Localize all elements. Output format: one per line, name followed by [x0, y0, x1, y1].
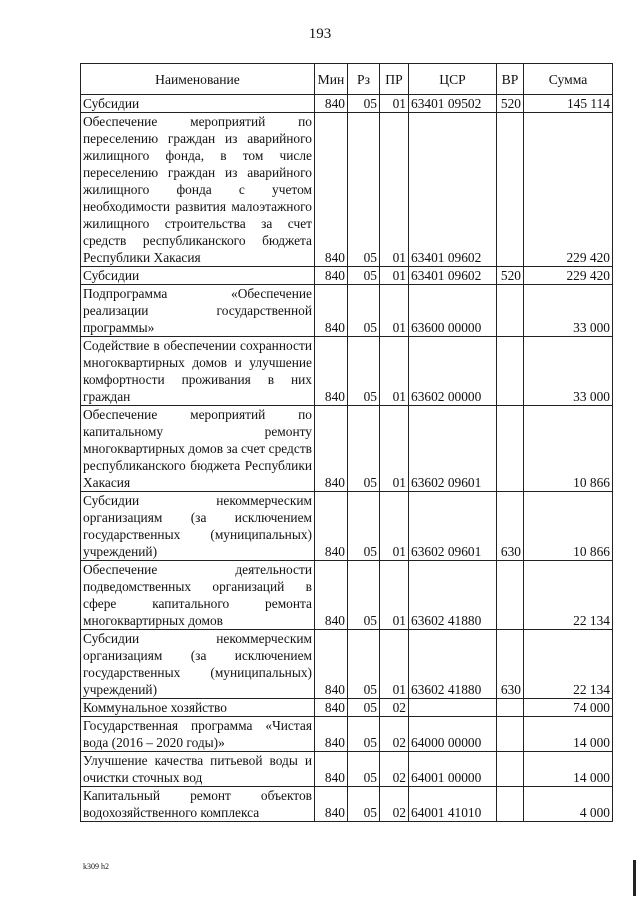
cell-sum: 33 000: [524, 285, 613, 337]
table-row: [81, 406, 613, 492]
cell-pr: 01: [380, 285, 409, 337]
cell-pr: 01: [380, 113, 409, 267]
table-row: [81, 95, 613, 113]
cell-rz: 05: [348, 337, 380, 406]
cell-csr: 64001 00000: [409, 752, 497, 787]
cell-pr: 01: [380, 337, 409, 406]
cell-csr: [409, 699, 497, 717]
cell-csr: 64001 41010: [409, 787, 497, 822]
table-row: [81, 337, 613, 406]
cell-min: 840: [315, 113, 348, 267]
table-row: [81, 561, 613, 630]
cell-vr: 630: [497, 630, 524, 699]
cell-pr: 02: [380, 752, 409, 787]
cell-name: Подпрограмма «Обеспечение реализации государственной программы»: [81, 285, 315, 337]
cell-name: Коммунальное хозяйство: [81, 699, 315, 717]
cell-csr: 63602 09601: [409, 492, 497, 561]
footer-code: k309 h2: [83, 862, 109, 871]
cell-vr: [497, 337, 524, 406]
cell-min: 840: [315, 337, 348, 406]
cell-pr: 01: [380, 267, 409, 285]
table-row: [81, 492, 613, 561]
cell-sum: 10 866: [524, 406, 613, 492]
cell-min: 840: [315, 267, 348, 285]
table-row: [81, 285, 613, 337]
cell-pr: 02: [380, 717, 409, 752]
cell-rz: 05: [348, 717, 380, 752]
cell-pr: 01: [380, 95, 409, 113]
table-row: [81, 630, 613, 699]
cell-csr: 64000 00000: [409, 717, 497, 752]
cell-name: Содействие в обеспечении сохранности многоквартирных домов и улучшение комфортности проживания в них граждан: [81, 337, 315, 406]
cell-rz: 05: [348, 699, 380, 717]
cell-min: 840: [315, 95, 348, 113]
cell-sum: 229 420: [524, 113, 613, 267]
cell-name: Обеспечение мероприятий по капитальному ремонту многоквартирных домов за счет средств республиканского бюджета Республики Хакасия: [81, 406, 315, 492]
cell-pr: 02: [380, 787, 409, 822]
cell-vr: [497, 752, 524, 787]
cell-min: 840: [315, 699, 348, 717]
header-pr: ПР: [380, 64, 409, 95]
table-row: [81, 752, 613, 787]
cell-csr: 63600 00000: [409, 285, 497, 337]
cell-rz: 05: [348, 787, 380, 822]
page-edge-mark: [633, 860, 636, 896]
cell-vr: [497, 285, 524, 337]
cell-vr: 520: [497, 95, 524, 113]
table-row: [81, 113, 613, 267]
cell-pr: 02: [380, 699, 409, 717]
cell-rz: 05: [348, 406, 380, 492]
cell-vr: [497, 113, 524, 267]
cell-rz: 05: [348, 285, 380, 337]
cell-rz: 05: [348, 492, 380, 561]
cell-name: Капитальный ремонт объектов водохозяйственного комплекса: [81, 787, 315, 822]
cell-pr: 01: [380, 630, 409, 699]
header-vr: ВР: [497, 64, 524, 95]
header-row: [81, 64, 613, 95]
cell-rz: 05: [348, 95, 380, 113]
cell-vr: 630: [497, 492, 524, 561]
cell-sum: 4 000: [524, 787, 613, 822]
cell-vr: 520: [497, 267, 524, 285]
cell-rz: 05: [348, 267, 380, 285]
cell-vr: [497, 787, 524, 822]
cell-vr: [497, 406, 524, 492]
cell-name: Субсидии: [81, 95, 315, 113]
cell-pr: 01: [380, 561, 409, 630]
page-number: 193: [308, 26, 332, 42]
cell-pr: 01: [380, 406, 409, 492]
cell-min: 840: [315, 717, 348, 752]
cell-csr: 63401 09602: [409, 113, 497, 267]
cell-vr: [497, 561, 524, 630]
header-sum: Сумма: [524, 64, 613, 95]
cell-min: 840: [315, 752, 348, 787]
cell-sum: 145 114: [524, 95, 613, 113]
cell-min: 840: [315, 406, 348, 492]
table-body: [81, 95, 613, 822]
cell-sum: 22 134: [524, 561, 613, 630]
table-row: [81, 787, 613, 822]
cell-vr: [497, 717, 524, 752]
cell-name: Субсидии некоммерческим организациям (за исключением государственных (муниципальных) учреждений): [81, 492, 315, 561]
cell-rz: 05: [348, 630, 380, 699]
cell-min: 840: [315, 787, 348, 822]
cell-name: Улучшение качества питьевой воды и очистки сточных вод: [81, 752, 315, 787]
cell-name: Субсидии: [81, 267, 315, 285]
cell-csr: 63401 09602: [409, 267, 497, 285]
cell-min: 840: [315, 492, 348, 561]
cell-csr: 63602 41880: [409, 630, 497, 699]
table-row: [81, 699, 613, 717]
cell-rz: 05: [348, 561, 380, 630]
cell-vr: [497, 699, 524, 717]
cell-sum: 33 000: [524, 337, 613, 406]
cell-csr: 63602 00000: [409, 337, 497, 406]
cell-sum: 74 000: [524, 699, 613, 717]
cell-sum: 14 000: [524, 717, 613, 752]
table-row: [81, 267, 613, 285]
cell-name: Субсидии некоммерческим организациям (за исключением государственных (муниципальных) учреждений): [81, 630, 315, 699]
header-rz: Рз: [348, 64, 380, 95]
cell-name: Обеспечение мероприятий по переселению граждан из аварийного жилищного фонда, в том числе переселению граждан из аварийного жилищного фонда с учетом необходимости развития малоэтажного жилищного строительства за счет средств республиканского бюджета Республики Хакасия: [81, 113, 315, 267]
header-min: Мин: [315, 64, 348, 95]
cell-name: Обеспечение деятельности подведомственных организаций в сфере капитального ремонта многоквартирных домов: [81, 561, 315, 630]
cell-name: Государственная программа «Чистая вода (2016 – 2020 годы)»: [81, 717, 315, 752]
table-row: [81, 717, 613, 752]
cell-sum: 14 000: [524, 752, 613, 787]
cell-sum: 22 134: [524, 630, 613, 699]
cell-min: 840: [315, 630, 348, 699]
cell-csr: 63602 41880: [409, 561, 497, 630]
cell-rz: 05: [348, 752, 380, 787]
cell-min: 840: [315, 561, 348, 630]
header-csr: ЦСР: [409, 64, 497, 95]
cell-sum: 10 866: [524, 492, 613, 561]
budget-table: [80, 63, 613, 822]
header-name: Наименование: [81, 64, 315, 95]
cell-rz: 05: [348, 113, 380, 267]
cell-pr: 01: [380, 492, 409, 561]
cell-min: 840: [315, 285, 348, 337]
cell-sum: 229 420: [524, 267, 613, 285]
cell-csr: 63401 09502: [409, 95, 497, 113]
cell-csr: 63602 09601: [409, 406, 497, 492]
